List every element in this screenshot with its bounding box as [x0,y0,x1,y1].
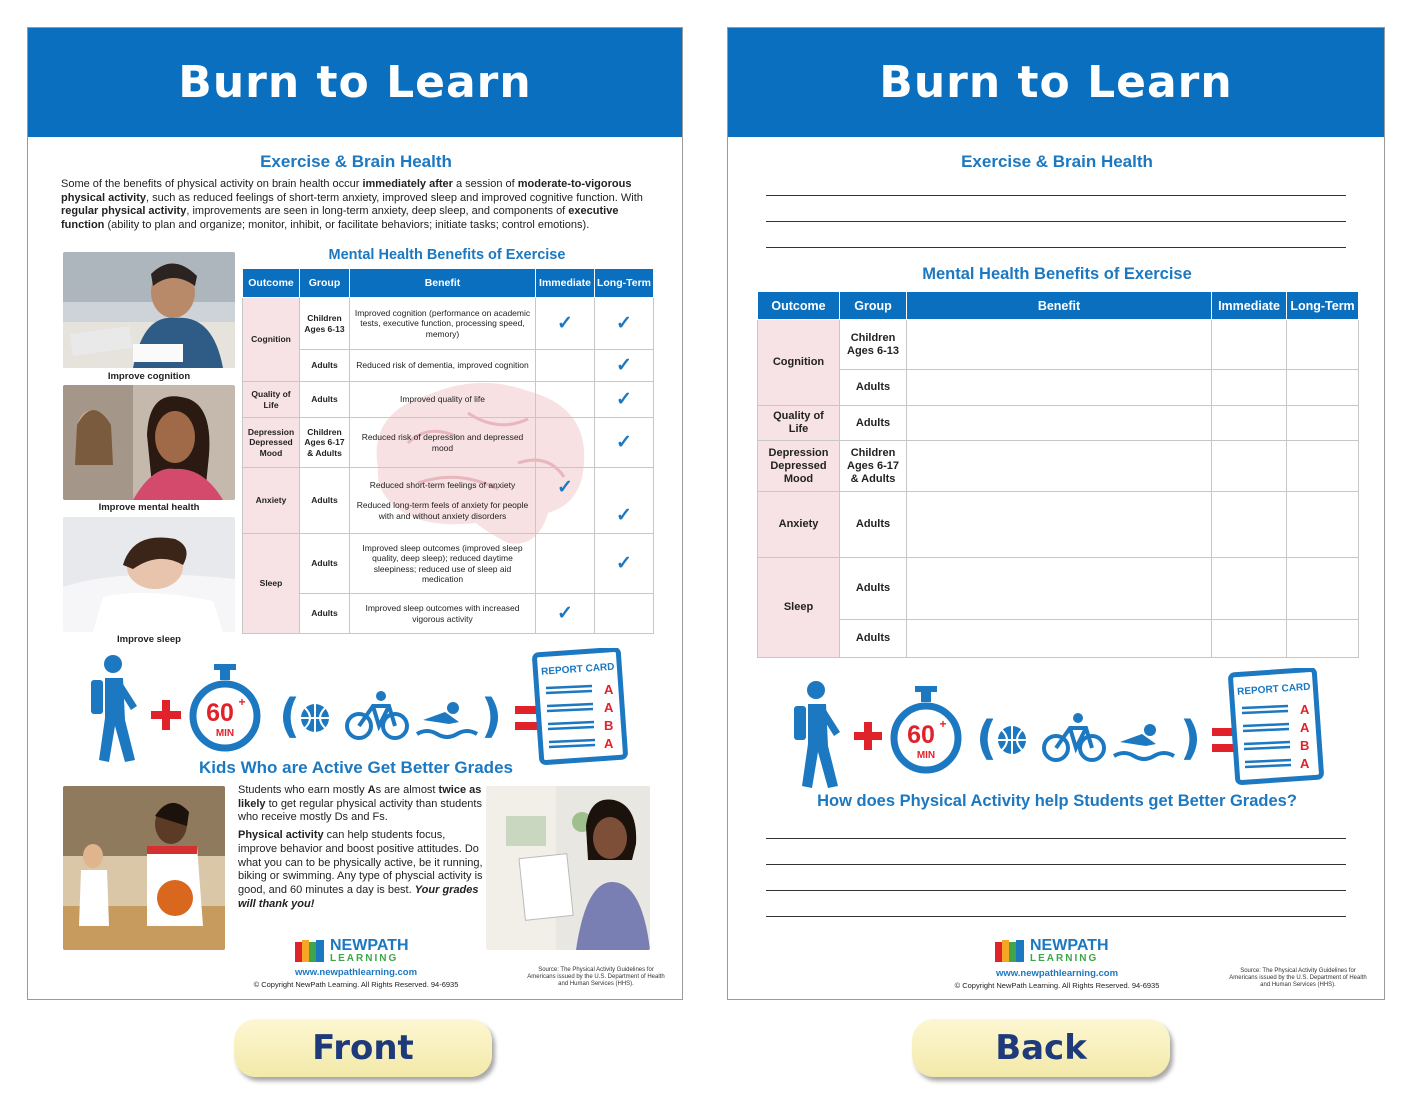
blank-long-term-cell[interactable] [1287,558,1359,620]
svg-text:60: 60 [907,721,935,749]
svg-text:60: 60 [206,699,234,727]
blank-immediate-cell[interactable] [1212,492,1287,558]
svg-text:+: + [939,717,947,731]
front-title: Burn to Learn [178,57,532,108]
blank-immediate-cell[interactable] [1212,406,1287,441]
smiling-student-photo [63,385,235,500]
books-logo-icon [294,938,326,964]
swimmer-icon [417,702,477,737]
group-adults: Adults [300,534,350,594]
kids-paragraph: Students who earn mostly As are almost twice as likely to get regular physical activity than students who receive mostly Ds and Fs. Physical activity can help students focus, improve behavior and boost positive attitudes. Do what you can to be physically active, be it running, biking or swimming. Any type of physcial activity is good, and 60 minutes a day is best. Your grades will thank you! [238,784,483,910]
caption-sleep: Improve sleep [117,634,181,645]
caption-cognition: Improve cognition [107,371,191,382]
blank-immediate-cell[interactable] [1212,558,1287,620]
plus-icon [151,700,181,730]
back-table-title: Mental Health Benefits of Exercise [922,265,1192,283]
outcome-sleep: Sleep [243,534,300,634]
basketball-icon [301,704,329,732]
bicycle-icon [347,691,407,738]
back-question: How does Physical Activity help Students get Better Grades? [817,792,1297,810]
svg-text:A: A [604,736,614,751]
source-note: Source: The Physical Activity Guidelines for Americans issued by the U.S. Department of Health and Human Services (HHS). [1229,968,1367,989]
blank-long-term-cell[interactable] [1287,620,1359,658]
benefit-quality-of-life: Improved quality of life [350,382,536,418]
copyright: © Copyright NewPath Learning. All Rights Reserved. 94-6935 [253,980,459,989]
svg-text:B: B [604,718,614,733]
check-icon: ✓ [616,313,632,334]
front-benefits-table [242,268,654,634]
answer-line[interactable] [766,838,1346,839]
check-icon: ✓ [616,553,632,574]
blank-benefit-cell[interactable] [907,441,1212,492]
blank-long-term-cell[interactable] [1287,406,1359,441]
group-children-6-17-adults: Children Ages 6-17 & Adults [840,441,907,492]
group-adults: Adults [840,406,907,441]
outcome-anxiety: Anxiety [243,468,300,534]
svg-text:): ) [481,689,503,743]
newpath-logo: NEWPATH LEARNING [294,938,409,964]
front-poster [27,27,683,1000]
blank-long-term-cell[interactable] [1287,441,1359,492]
svg-text:B: B [1300,738,1310,753]
answer-line[interactable] [766,864,1346,865]
group-adults: Adults [840,620,907,658]
svg-text:): ) [1180,711,1202,765]
svg-text:MIN: MIN [215,728,235,739]
back-section-title: Exercise & Brain Health [961,152,1153,171]
benefit-sleep-1: Improved sleep outcomes (improved sleep quality, deep sleep); reduced daytime sleepiness; reduced use of sleep aid medication [350,534,536,594]
source-note: Source: The Physical Activity Guidelines for Americans issued by the U.S. Department of Health and Human Services (HHS). [527,967,665,988]
check-icon: ✓ [616,432,632,453]
svg-text:REPORT CARD: REPORT CARD [540,661,615,678]
blank-immediate-cell[interactable] [1212,441,1287,492]
header-outcome: Outcome [758,292,840,320]
blank-long-term-cell[interactable] [1287,492,1359,558]
check-icon: ✓ [557,313,573,334]
blank-benefit-cell[interactable] [907,492,1212,558]
header-outcome: Outcome [243,269,300,298]
header-benefit: Benefit [350,269,536,298]
newpath-logo: NEWPATH LEARNING [994,938,1109,964]
report-card-icon [1228,668,1324,786]
outcome-quality-of-life: Quality of Life [758,406,840,441]
group-adults: Adults [840,492,907,558]
copyright: © Copyright NewPath Learning. All Rights Reserved. 94-6935 [954,981,1160,990]
header-immediate: Immediate [536,269,595,298]
group-children-6-13: Children Ages 6-13 [300,298,350,350]
front-table-title: Mental Health Benefits of Exercise [328,247,566,263]
group-children-6-17-adults: Children Ages 6-17 & Adults [300,418,350,468]
website-link[interactable]: www.newpathlearning.com [995,968,1119,979]
kids-section-title: Kids Who are Active Get Better Grades [199,758,513,777]
back-benefits-table [757,291,1359,658]
website-link[interactable]: www.newpathlearning.com [294,967,418,978]
outcome-quality-of-life: Quality of Life [243,382,300,418]
svg-text:A: A [604,700,614,715]
back-button[interactable]: Back [912,1019,1170,1077]
stopwatch-icon [193,664,257,748]
header-immediate: Immediate [1212,292,1287,320]
check-icon: ✓ [557,477,573,498]
header-benefit: Benefit [907,292,1212,320]
blank-immediate-cell[interactable] [1212,370,1287,406]
blank-benefit-cell[interactable] [907,406,1212,441]
header-group: Group [300,269,350,298]
student-writing-photo [63,252,235,368]
group-adults: Adults [300,382,350,418]
svg-text:(: ( [279,689,301,743]
front-section-title: Exercise & Brain Health [260,152,452,171]
svg-text:MIN: MIN [916,750,936,761]
group-adults: Adults [840,558,907,620]
outcome-anxiety: Anxiety [758,492,840,558]
front-intro-paragraph: Some of the benefits of physical activity on brain health occur immediately after a session of moderate-to-vigorous physical activity, such as reduced feelings of short-term anxiety, improved sleep and improved cognitive function. With regular physical activity, improvements are seen in long-term anxiety, deep sleep, and components of executive function (ability to plan and organize; monitor, inhibit, or facilitate behaviors; initiate tasks; control emotions). [61,178,643,231]
sleeping-person-photo [63,517,235,632]
swimmer-icon [1114,724,1174,759]
walking-person-icon [91,655,137,762]
header-group: Group [840,292,907,320]
outcome-sleep: Sleep [758,558,840,658]
back-poster [727,27,1385,1000]
group-children-6-13: Children Ages 6-13 [840,320,907,370]
basketball-kids-photo [63,786,225,950]
answer-line[interactable] [766,247,1346,248]
group-adults: Adults [300,594,350,634]
blank-benefit-cell[interactable] [907,620,1212,658]
basketball-icon [998,726,1026,754]
svg-text:REPORT CARD: REPORT CARD [1236,681,1311,698]
front-button[interactable]: Front [234,1019,492,1077]
front-title-banner [28,28,682,137]
answer-line[interactable] [766,916,1346,917]
benefit-cognition-children: Improved cognition (performance on academic tests, executive function, processing speed, memory) [350,298,536,350]
check-icon: ✓ [616,389,632,410]
back-title-banner [728,28,1384,137]
outcome-cognition: Cognition [758,320,840,406]
blank-immediate-cell[interactable] [1212,320,1287,370]
svg-text:A: A [604,682,614,697]
outcome-cognition: Cognition [243,298,300,382]
answer-line[interactable] [766,890,1346,891]
back-title: Burn to Learn [879,57,1233,108]
svg-text:A: A [1300,720,1310,735]
header-long-term: Long-Term [1287,292,1359,320]
check-icon: ✓ [616,355,632,376]
benefit-anxiety: Reduced short-term feelings of anxiety Reduced long-term feels of anxiety for people with and without anxiety disorders [350,468,536,534]
outcome-depression: Depression Depressed Mood [758,441,840,492]
group-adults: Adults [840,370,907,406]
check-icon: ✓ [616,505,632,526]
svg-text:(: ( [976,711,998,765]
books-logo-icon [994,938,1026,964]
bicycle-icon [1044,713,1104,760]
header-long-term: Long-Term [595,269,654,298]
benefit-cognition-adults: Reduced risk of dementia, improved cognition [350,350,536,382]
svg-text:A: A [1300,756,1310,771]
blank-long-term-cell[interactable] [1287,370,1359,406]
check-icon: ✓ [557,603,573,624]
plus-icon [854,722,882,750]
blank-benefit-cell[interactable] [907,558,1212,620]
caption-mental-health: Improve mental health [98,502,200,513]
student-report-photo [486,786,650,950]
blank-immediate-cell[interactable] [1212,620,1287,658]
group-adults: Adults [300,350,350,382]
walking-person-icon [794,681,840,788]
benefit-depression: Reduced risk of depression and depressed mood [350,418,536,468]
blank-long-term-cell[interactable] [1287,320,1359,370]
stopwatch-icon [894,686,958,770]
svg-text:+: + [238,695,246,709]
benefit-sleep-2: Improved sleep outcomes with increased vigorous activity [350,594,536,634]
answer-line[interactable] [766,221,1346,222]
outcome-depression: Depression Depressed Mood [243,418,300,468]
group-adults: Adults [300,468,350,534]
svg-text:A: A [1300,702,1310,717]
blank-benefit-cell[interactable] [907,320,1212,370]
report-card-icon [532,648,628,766]
answer-line[interactable] [766,195,1346,196]
blank-benefit-cell[interactable] [907,370,1212,406]
